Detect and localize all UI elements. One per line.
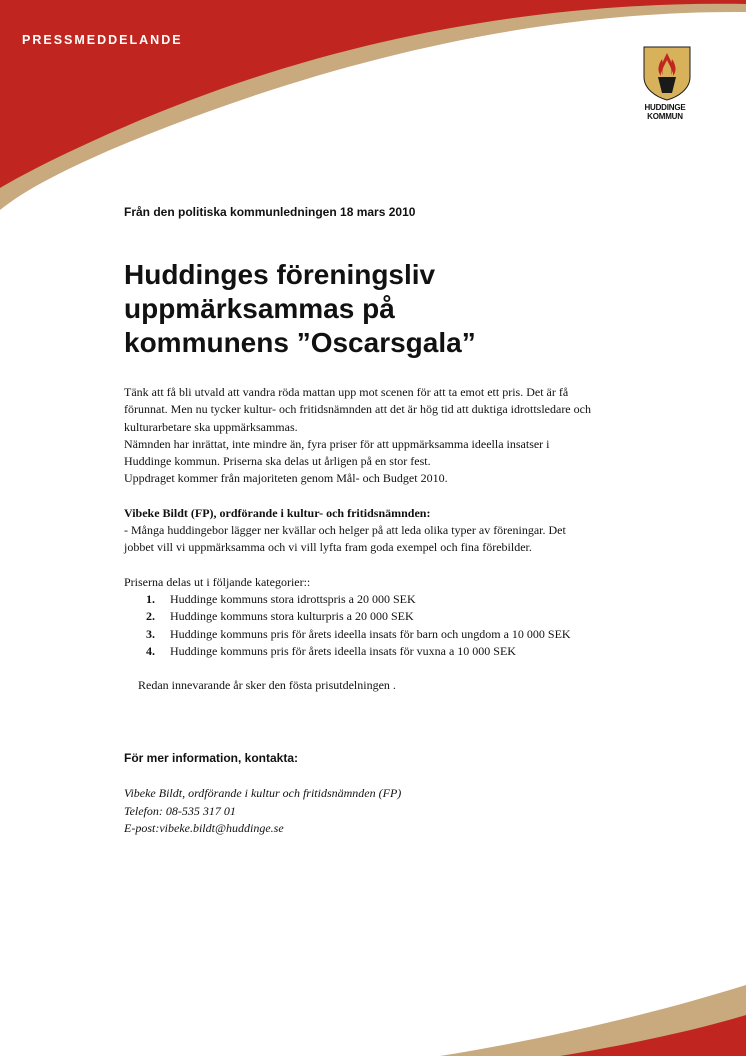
huddinge-coat-of-arms-logo (632, 45, 702, 101)
contact-name: Vibeke Bildt, ordförande i kultur och fritidsnämnden (FP) (124, 786, 402, 800)
logo-wordmark-line2: KOMMUN (647, 112, 683, 121)
contact-email[interactable]: E-post:vibeke.bildt@huddinge.se (124, 821, 284, 835)
list-item (146, 643, 594, 660)
contact-heading: För mer information, kontakta: (124, 751, 299, 765)
list-item-text: Huddinge kommuns pris för årets ideella insats för barn och ungdom a 10 000 SEK (170, 626, 571, 641)
article-body (124, 384, 594, 694)
category-list (124, 591, 594, 660)
page-title (124, 258, 604, 360)
intro-paragraph: Tänk att få bli utvald att vandra röda mattan upp mot scenen för att ta emot ett pris. Det är få förunnat. Men nu tycker kultur- och fritidsnämnden att det är hög tid att duktiga idrottsledare och kulturarbetare ska uppmärksammas. (124, 385, 591, 434)
logo-wordmark-line1: HUDDINGE (644, 103, 686, 112)
headline-line: uppmärksammas på (124, 293, 395, 324)
categories-intro: Priserna delas ut i följande kategorier:: (124, 574, 311, 589)
dateline: Från den politiska kommunledningen 18 mars 2010 (124, 205, 416, 219)
list-item-number: 1. (146, 591, 155, 606)
list-item-number: 3. (146, 626, 155, 641)
headline-line: kommunens ”Oscarsgala” (124, 327, 476, 358)
list-item-text: Huddinge kommuns stora kulturpris a 20 000 SEK (170, 609, 414, 624)
list-item (146, 608, 594, 625)
list-item (146, 591, 594, 608)
contact-phone: Telefon: 08-535 317 01 (124, 803, 236, 818)
intro-paragraph: Uppdraget kommer från majoriteten genom Mål- och Budget 2010. (124, 471, 448, 486)
quote-speaker: Vibeke Bildt (FP), ordförande i kultur- och fritidsnämnden: (124, 505, 431, 520)
list-item-number: 2. (146, 609, 155, 624)
list-item (146, 626, 594, 643)
closing-paragraph: Redan innevarande år sker den fösta prisutdelningen . (138, 678, 396, 693)
headline-line: Huddinges föreningsliv (124, 259, 436, 290)
press-release-label: PRESSMEDDELANDE (22, 33, 183, 47)
quote-text: - Många huddingebor lägger ner kvällar och helger på att leda olika typer av föreningar. Det jobbet vill vi uppmärksamma och vi vill lyfta fram goda exempel och fina förebilder. (124, 523, 566, 555)
list-item-text: Huddinge kommuns pris för årets ideella insats för vuxna a 10 000 SEK (170, 643, 516, 658)
list-item-number: 4. (146, 643, 155, 658)
list-item-text: Huddinge kommuns stora idrottspris a 20 000 SEK (170, 591, 416, 606)
contact-block (124, 785, 401, 838)
intro-paragraph: Nämnden har inrättat, inte mindre än, fyra priser för att uppmärksamma ideella insatser i Huddinge kommun. Priserna ska delas ut årligen på en stor fest. (124, 436, 550, 469)
